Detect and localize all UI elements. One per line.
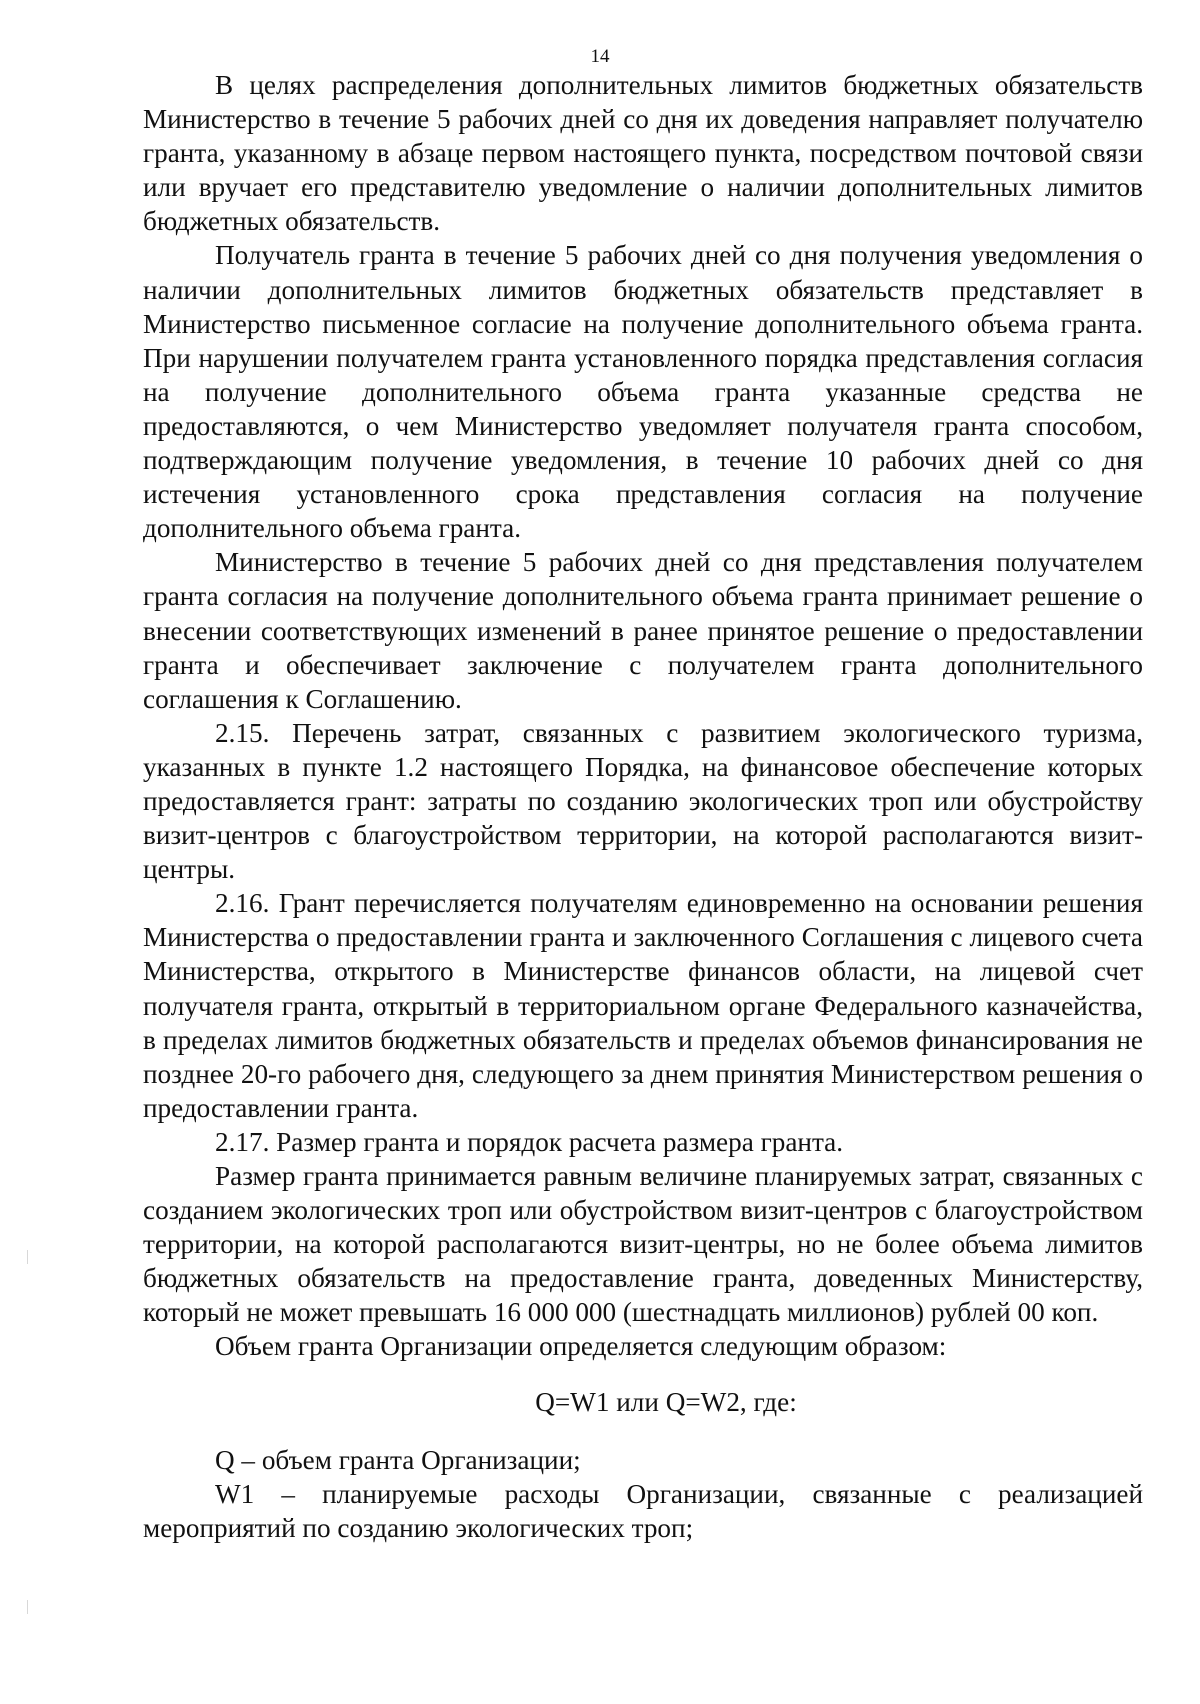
paragraph-clause-2-17: 2.17. Размер гранта и порядок расчета размера гранта.: [215, 1126, 844, 1157]
paragraph-additional-limits-notice: В целях распределения дополнительных лимитов бюджетных обязательств Министерство в течение 5 рабочих дней со дня их доведения направляет получателю гранта, указанному в абзаце первом настоящего пункта, посредством почтовой связи или вручает его представителю уведомление о наличии дополнительных лимитов бюджетных обязательств.: [143, 70, 1143, 237]
paragraph-recipient-consent: Получатель гранта в течение 5 рабочих дней со дня получения уведомления о наличии дополнительных лимитов бюджетных обязательств представляет в Министерство письменное согласие на получение дополнительного объема гранта. При нарушении получателем гранта установленного порядка представления согласия на получение дополнительного объема гранта указанные средства не предоставляются, о чем Министерство уведомляет получателя гранта способом, подтверждающим получение уведомления, в течение 10 рабочих дней со дня истечения установленного срока представления согласия на получение дополнительного объема гранта.: [143, 240, 1143, 544]
scan-artifact: [27, 1250, 28, 1264]
paragraph-ministry-decision: Министерство в течение 5 рабочих дней со дня представления получателем гранта согласия на получение дополнительного объема гранта принимает решение о внесении соответствующих изменений в ранее принятое решение о предоставлении гранта и обеспечивает заключение с получателем гранта дополнительного соглашения к Соглашению.: [143, 547, 1143, 714]
paragraph-grant-volume-intro: Объем гранта Организации определяется следующим образом:: [215, 1331, 947, 1362]
definition-w1: W1 – планируемые расходы Организации, связанные с реализацией мероприятий по созданию экологических троп;: [143, 1478, 1143, 1543]
document-body: [143, 68, 1143, 1545]
grant-formula: Q=W1 или Q=W2, где:: [535, 1386, 797, 1417]
paragraph-clause-2-16: 2.16. Грант перечисляется получателям единовременно на основании решения Министерства о предоставлении гранта и заключенного Соглашения с лицевого счета Министерства, открытого в Министерстве финансов области, на лицевой счет получателя гранта, открытый в территориальном органе Федерального казначейства, в пределах лимитов бюджетных обязательств и пределах объемов финансирования не позднее 20-го рабочего дня, следующего за днем принятия Министерством решения о предоставлении гранта.: [143, 888, 1143, 1123]
paragraph-clause-2-15: 2.15. Перечень затрат, связанных с развитием экологического туризма, указанных в пункте 1.2 настоящего Порядка, на финансовое обеспечение которых предоставляется грант: затраты по созданию экологических троп или обустройству визит-центров с благоустройством территории, на которой располагаются визит-центры.: [143, 717, 1143, 885]
paragraph-grant-size: Размер гранта принимается равным величине планируемых затрат, связанных с созданием экологических троп или обустройством визит-центров с благоустройством территории, на которой располагаются визит-центры, но не более объема лимитов бюджетных обязательств на предоставление гранта, доведенных Министерству, который не может превышать 16 000 000 (шестнадцать миллионов) рублей 00 коп.: [143, 1161, 1143, 1328]
scan-artifact: [27, 1600, 28, 1614]
page-number: 14: [590, 46, 610, 67]
definition-q: Q – объем гранта Организации;: [215, 1444, 581, 1475]
